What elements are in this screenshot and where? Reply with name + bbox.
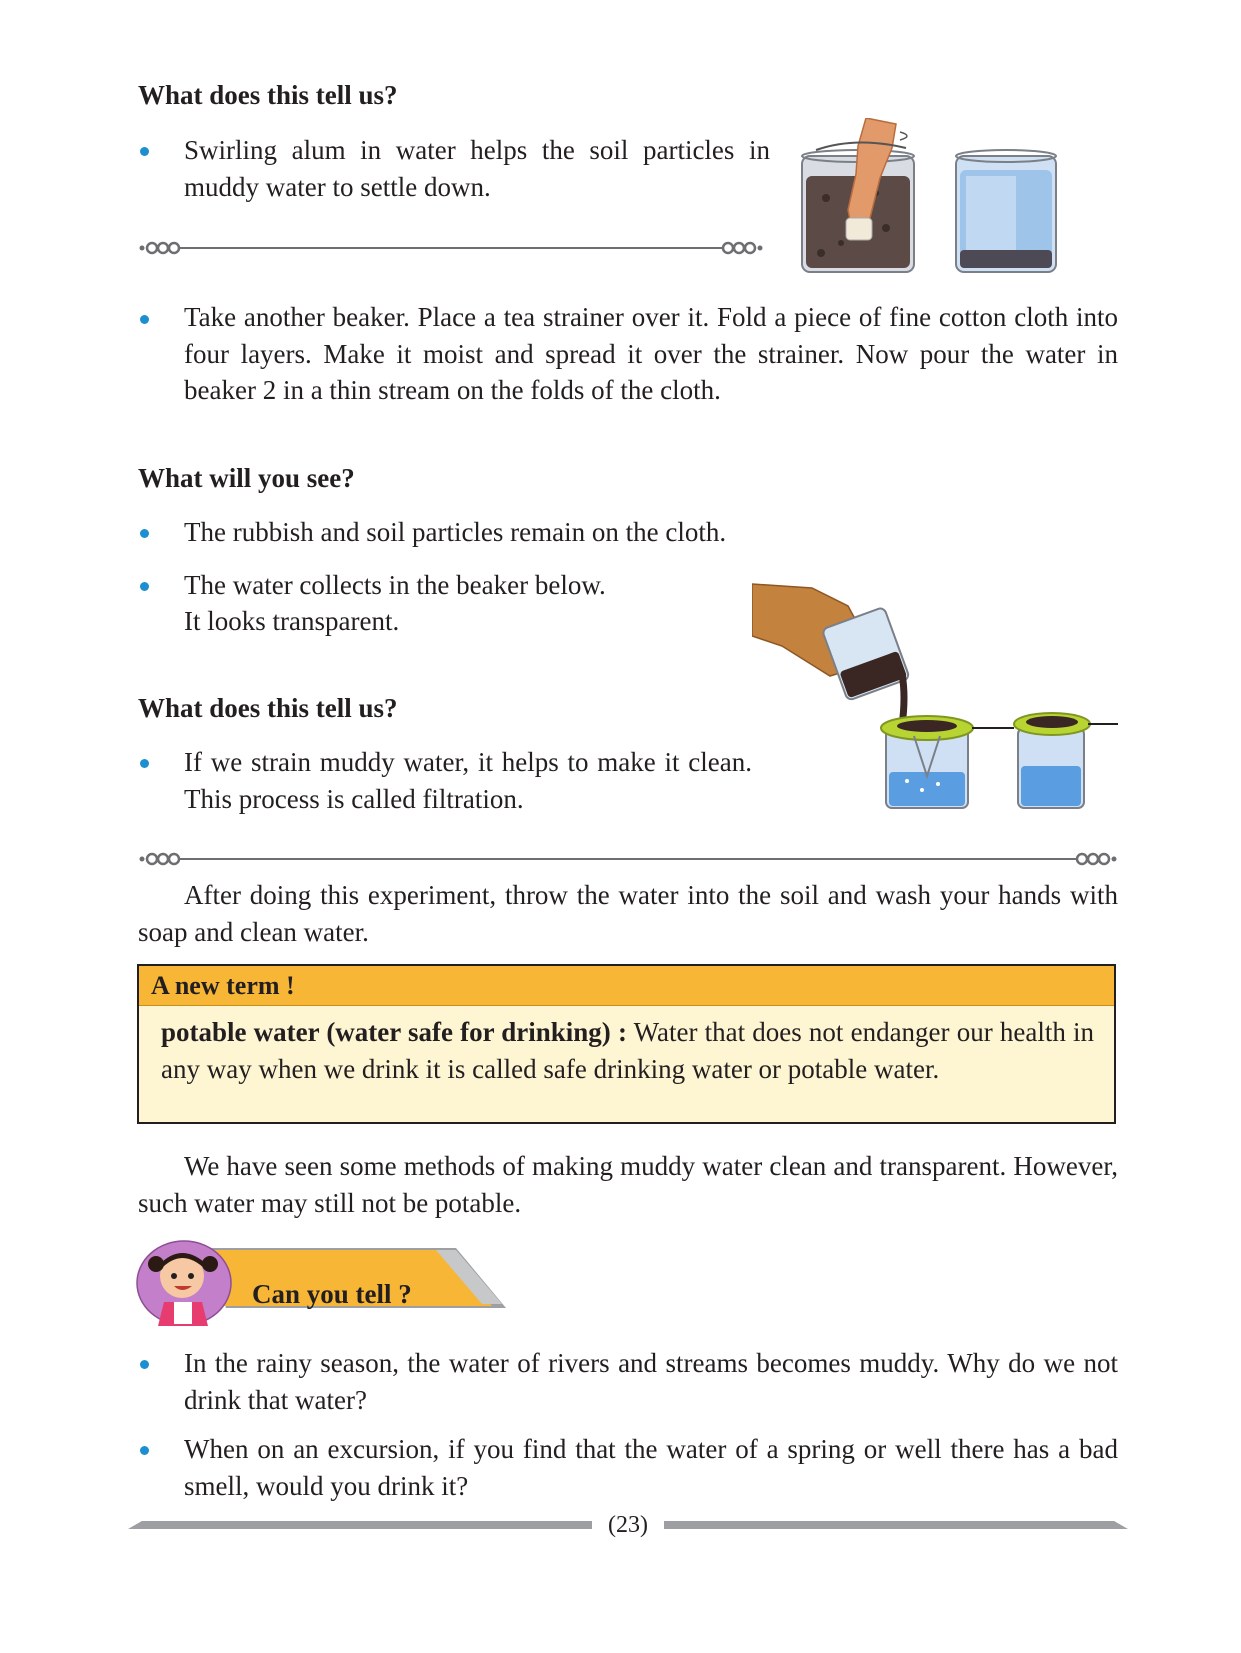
page-number: (23) [608, 1512, 648, 1538]
new-term-title: A new term ! [139, 966, 1114, 1006]
new-term-label: potable water (water safe for drinking) : [161, 1017, 627, 1047]
bullet-icon [140, 759, 149, 768]
section-heading-will-see: What will you see? [138, 463, 355, 493]
section-heading-tell-us-2: What does this tell us? [138, 693, 398, 723]
after-experiment-paragraph: After doing this experiment, throw the water into the soil and wash your hands with soap and clean water. [138, 880, 1118, 947]
bullet-text-alum: Swirling alum in water helps the soil particles in muddy water to settle down. [184, 135, 770, 202]
chain-ornament-icon [720, 241, 764, 255]
bullet-text-strainer-steps: Take another beaker. Place a tea strainer over it. Fold a piece of fine cotton cloth into four layers. Make it moist and spread it over the strainer. Now pour the water in beaker 2 in a thin stream on the folds of the cloth. [184, 302, 1118, 405]
bullet-icon [140, 315, 149, 324]
bullet-text-transparent: It looks transparent. [184, 606, 400, 636]
bullet-icon [140, 1446, 149, 1455]
summary-paragraph: We have seen some methods of making muddy water clean and transparent. However, such water may still not be potable. [138, 1151, 1118, 1218]
girl-avatar-icon [136, 1240, 232, 1326]
section-heading-tell-us-1: What does this tell us? [138, 80, 398, 110]
can-you-tell-title: Can you tell ? [252, 1279, 412, 1309]
alum-beakers-illustration [796, 118, 1076, 278]
bullet-text-rubbish: The rubbish and soil particles remain on the cloth. [184, 517, 727, 547]
new-term-box [137, 964, 1116, 1124]
question-excursion: When on an excursion, if you find that the water of a spring or well there has a bad smell, would you drink it? [184, 1434, 1118, 1501]
bullet-text-filtration: If we strain muddy water, it helps to make it clean. This process is called filtration. [184, 747, 752, 814]
question-rainy-season: In the rainy season, the water of rivers and streams becomes muddy. Why do we not drink that water? [184, 1348, 1118, 1415]
footer-bar-left [128, 1521, 592, 1529]
new-term-body [161, 1014, 1094, 1087]
chain-ornament-icon [138, 241, 182, 255]
filtration-illustration [752, 576, 1122, 816]
new-term-definition: Water that does not endanger our health in any way when we drink it is called safe drinking water or potable water. [161, 1017, 1095, 1084]
bullet-icon [140, 1360, 149, 1369]
bullet-icon [140, 529, 149, 538]
bullet-icon [140, 582, 149, 591]
footer-bar-right [664, 1521, 1128, 1529]
section-divider [138, 241, 764, 255]
chain-ornament-icon [1074, 852, 1118, 866]
chain-ornament-icon [138, 852, 182, 866]
bullet-text-water-collects: The water collects in the beaker below. [184, 570, 606, 600]
bullet-icon [140, 147, 149, 156]
section-divider [138, 852, 1118, 866]
